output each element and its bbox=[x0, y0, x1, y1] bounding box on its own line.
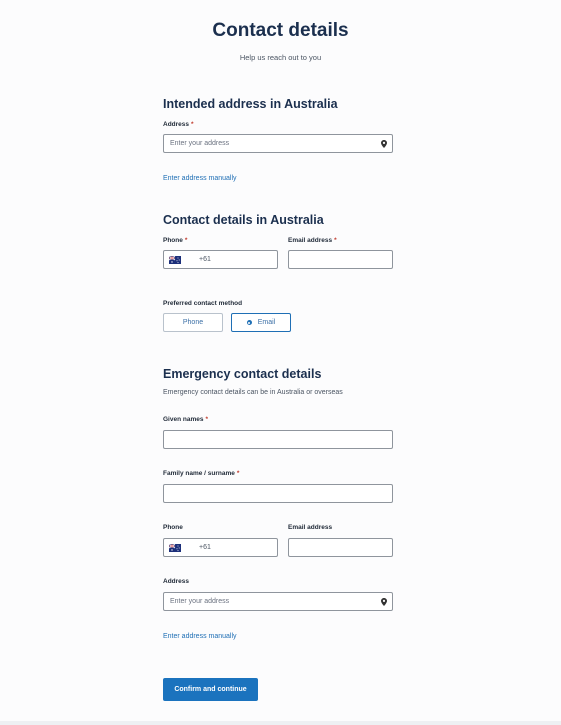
address-input[interactable] bbox=[163, 134, 393, 153]
emergency-address-placeholder: Enter your address bbox=[170, 598, 230, 605]
page-title: Contact details bbox=[212, 20, 349, 41]
preferred-contact-label: Preferred contact method bbox=[163, 300, 243, 307]
emergency-address-input[interactable] bbox=[163, 592, 393, 611]
phone-input[interactable] bbox=[163, 250, 278, 269]
address-placeholder: Enter your address bbox=[170, 140, 230, 147]
required-marker: * bbox=[205, 416, 208, 423]
intended-address-heading: Intended address in Australia bbox=[163, 97, 338, 111]
page-bottom-edge bbox=[0, 721, 561, 725]
address-label bbox=[163, 121, 194, 128]
family-name-input[interactable] bbox=[163, 484, 393, 503]
phone-label bbox=[163, 237, 187, 244]
contact-method-email-label: Email bbox=[257, 319, 276, 326]
required-marker: * bbox=[236, 470, 240, 477]
contact-method-phone[interactable] bbox=[163, 313, 223, 332]
family-name-label-text: Family name / surname bbox=[163, 470, 235, 477]
page-subtitle: Help us reach out to you bbox=[239, 53, 322, 62]
contact-details-heading: Contact details in Australia bbox=[163, 213, 324, 227]
given-names-label-text: Given names bbox=[163, 416, 204, 423]
emergency-phone-input[interactable] bbox=[163, 538, 278, 557]
given-names-input[interactable] bbox=[163, 430, 393, 449]
email-label-text: Email address bbox=[288, 237, 333, 244]
emergency-email-label: Email address bbox=[288, 524, 333, 531]
given-names-label bbox=[163, 416, 208, 423]
address-label-text: Address bbox=[163, 121, 190, 128]
phone-label-text: Phone bbox=[163, 237, 183, 244]
emergency-email-input[interactable] bbox=[288, 538, 393, 557]
enter-address-manually-link[interactable]: Enter address manually bbox=[163, 175, 237, 182]
emergency-enter-address-manually-link[interactable]: Enter address manually bbox=[163, 633, 237, 640]
required-marker: * bbox=[334, 237, 337, 244]
australia-flag-icon bbox=[169, 256, 181, 264]
emergency-phone-country-code: +61 bbox=[199, 544, 211, 551]
emergency-phone-label: Phone bbox=[163, 524, 183, 531]
email-label bbox=[288, 237, 337, 244]
confirm-and-continue-button[interactable]: Confirm and continue bbox=[163, 678, 258, 701]
emergency-contact-heading: Emergency contact details bbox=[163, 367, 322, 381]
required-marker: * bbox=[191, 121, 194, 128]
location-pin-icon bbox=[381, 140, 387, 148]
email-input[interactable] bbox=[288, 250, 393, 269]
selected-check-icon bbox=[247, 320, 252, 325]
location-pin-icon bbox=[381, 598, 387, 606]
family-name-label bbox=[163, 470, 239, 477]
required-marker: * bbox=[184, 237, 188, 244]
australia-flag-icon bbox=[169, 544, 181, 552]
emergency-address-label: Address bbox=[163, 578, 190, 585]
contact-method-phone-label: Phone bbox=[182, 319, 204, 326]
contact-method-email[interactable] bbox=[231, 313, 291, 332]
phone-country-code: +61 bbox=[199, 256, 211, 263]
emergency-contact-description: Emergency contact details can be in Australia or overseas bbox=[163, 389, 343, 396]
